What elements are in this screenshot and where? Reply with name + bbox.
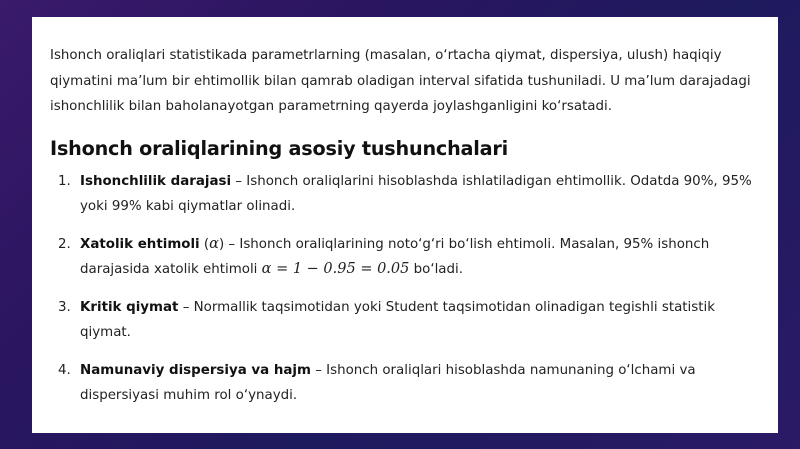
list-item bbox=[50, 358, 758, 409]
list-number: 4. bbox=[58, 362, 71, 378]
list-item-body bbox=[80, 358, 758, 409]
term-label: Ishonchlilik darajasi bbox=[80, 173, 232, 189]
term-description: – Ishonch oraliqlari hisoblashda namunaning o‘lchami va dispersiyasi muhim rol o‘ynaydi. bbox=[80, 362, 696, 403]
term-description: – Normallik taqsimotidan yoki Student taqsimotidan olinadigan tegishli statistik qiymat. bbox=[80, 299, 715, 340]
list-number: 1. bbox=[58, 173, 71, 189]
concept-list bbox=[50, 169, 758, 409]
alpha-formula: α = 1 − 0.95 = 0.05 bbox=[261, 261, 410, 277]
list-number: 2. bbox=[58, 236, 71, 252]
intro-paragraph: Ishonch oraliqlari statistikada parametrlarning (masalan, o‘rtacha qiymat, dispersiya, ulush) haqiqiy qiymatini ma’lum bir ehtimollik bilan qamrab oladigan interval sifatida tushuniladi. U ma’lum darajadagi ishonchlilik bilan baholanayotgan parametrning qayerda joylashganligini ko‘rsatadi. bbox=[50, 48, 751, 114]
term-label: Namunaviy dispersiya va hajm bbox=[80, 362, 311, 378]
term-label: Kritik qiymat bbox=[80, 299, 179, 315]
list-item bbox=[50, 232, 758, 283]
term-description-end: bo‘ladi. bbox=[409, 262, 463, 277]
term-description: – Ishonch oraliqlarini hisoblashda ishlatiladigan ehtimollik. Odatda 90%, 95% yoki 99% kabi qiymatlar olinadi. bbox=[80, 173, 752, 214]
term-label: Xatolik ehtimoli bbox=[80, 236, 200, 252]
alpha-symbol: α bbox=[209, 235, 219, 252]
list-item-body: Xatolik ehtimoli (α) – Ishonch oraliqlarining noto‘g‘ri bo‘lish ehtimoli. Masalan, 95% ishonch darajasida xatolik ehtimoli α = 1 − 0.95 = 0.05 bo‘ladi. bbox=[80, 235, 710, 277]
term-description: – Ishonch oraliqlarining noto‘g‘ri bo‘lish ehtimoli. Masalan, 95% ishonch darajasida xatolik ehtimoli bbox=[80, 236, 710, 277]
list-item-body bbox=[80, 169, 758, 220]
content-card bbox=[32, 17, 778, 433]
list-item bbox=[50, 295, 758, 346]
list-item bbox=[50, 169, 758, 220]
list-item-body bbox=[80, 295, 758, 346]
section-heading: Ishonch oraliqlarining asosiy tushunchalari bbox=[50, 136, 509, 160]
list-number: 3. bbox=[58, 299, 71, 315]
